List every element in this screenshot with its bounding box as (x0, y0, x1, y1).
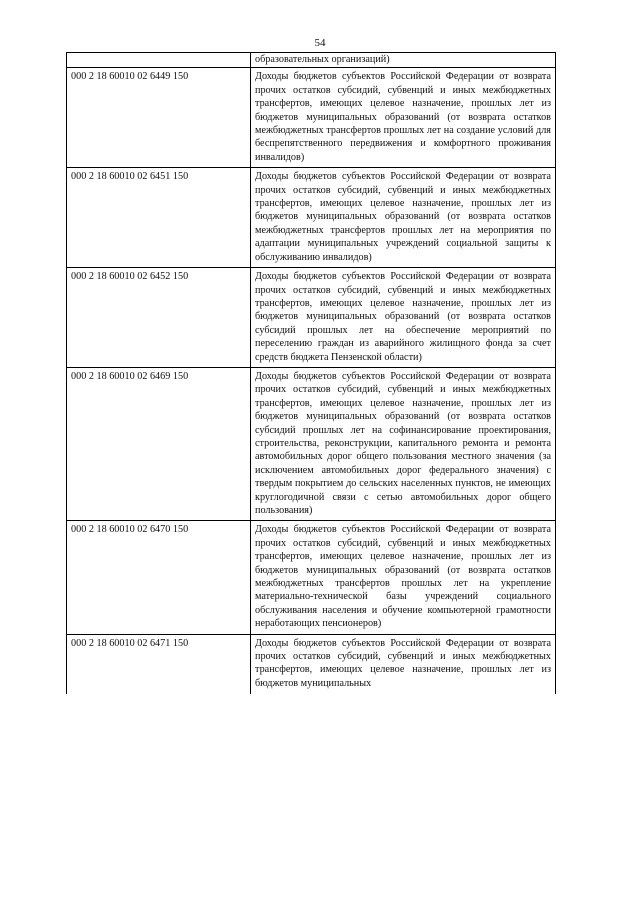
table-row (67, 168, 556, 268)
table-row (67, 521, 556, 634)
description-cell: Доходы бюджетов субъектов Российской Федерации от возврата прочих остатков субсидий, субвенций и иных межбюджетных трансфертов, имеющих целевое назначение, прошлых лет из бюджетов муниципальных образований (от возврата остатков межбюджетных трансфертов прошлых лет на создание условий для беспрепятственного передвижения и комфортного проживания инвалидов) (251, 68, 556, 168)
revenue-codes-table (66, 52, 556, 694)
table-row-continuation (67, 53, 556, 68)
page-number: 54 (314, 37, 326, 49)
table-row (67, 367, 556, 520)
table-row (67, 634, 556, 694)
budget-code-cell (67, 53, 251, 68)
table-row (67, 268, 556, 368)
budget-code-cell: 000 2 18 60010 02 6469 150 (67, 367, 251, 520)
budget-code-cell: 000 2 18 60010 02 6452 150 (67, 268, 251, 368)
description-cell: Доходы бюджетов субъектов Российской Федерации от возврата прочих остатков субсидий, субвенций и иных межбюджетных трансфертов, имеющих целевое назначение, прошлых лет из бюджетов муниципальных образований (от возврата остатков межбюджетных трансфертов прошлых лет на укрепление материально-технической базы учреждений социального обслуживания населения и обучение компьютерной грамотности неработающих пенсионеров) (251, 521, 556, 634)
budget-code-cell: 000 2 18 60010 02 6449 150 (67, 68, 251, 168)
table-row (67, 68, 556, 168)
budget-code-cell: 000 2 18 60010 02 6471 150 (67, 634, 251, 694)
description-cell: Доходы бюджетов субъектов Российской Федерации от возврата прочих остатков субсидий, субвенций и иных межбюджетных трансфертов, имеющих целевое назначение, прошлых лет из бюджетов муниципальных (251, 634, 556, 694)
description-cell: Доходы бюджетов субъектов Российской Федерации от возврата прочих остатков субсидий, субвенций и иных межбюджетных трансфертов, имеющих целевое назначение, прошлых лет из бюджетов муниципальных образований (от возврата остатков субсидий прошлых лет на обеспечение мероприятий по переселению граждан из аварийного жилищного фонда за счет средств бюджета Пензенской области) (251, 268, 556, 368)
budget-code-cell: 000 2 18 60010 02 6451 150 (67, 168, 251, 268)
description-cell: Доходы бюджетов субъектов Российской Федерации от возврата прочих остатков субсидий, субвенций и иных межбюджетных трансфертов, имеющих целевое назначение, прошлых лет из бюджетов муниципальных образований (от возврата остатков межбюджетных трансфертов прошлых лет на мероприятия по адаптации муниципальных учреждений социальной защиты к обслуживанию инвалидов) (251, 168, 556, 268)
budget-code-cell: 000 2 18 60010 02 6470 150 (67, 521, 251, 634)
description-cell: образовательных организаций) (251, 53, 556, 68)
description-cell: Доходы бюджетов субъектов Российской Федерации от возврата прочих остатков субсидий, субвенций и иных межбюджетных трансфертов, имеющих целевое назначение, прошлых лет из бюджетов муниципальных образований (от возврата остатков субсидий прошлых лет на софинансирование проектирования, строительства, реконструкции, капитального ремонта и ремонта автомобильных дорог общего пользования местного значения (за исключением автомобильных дорог федерального значения) с твердым покрытием до сельских населенных пунктов, не имеющих круглогодичной связи с сетью автомобильных дорог общего пользования) (251, 367, 556, 520)
